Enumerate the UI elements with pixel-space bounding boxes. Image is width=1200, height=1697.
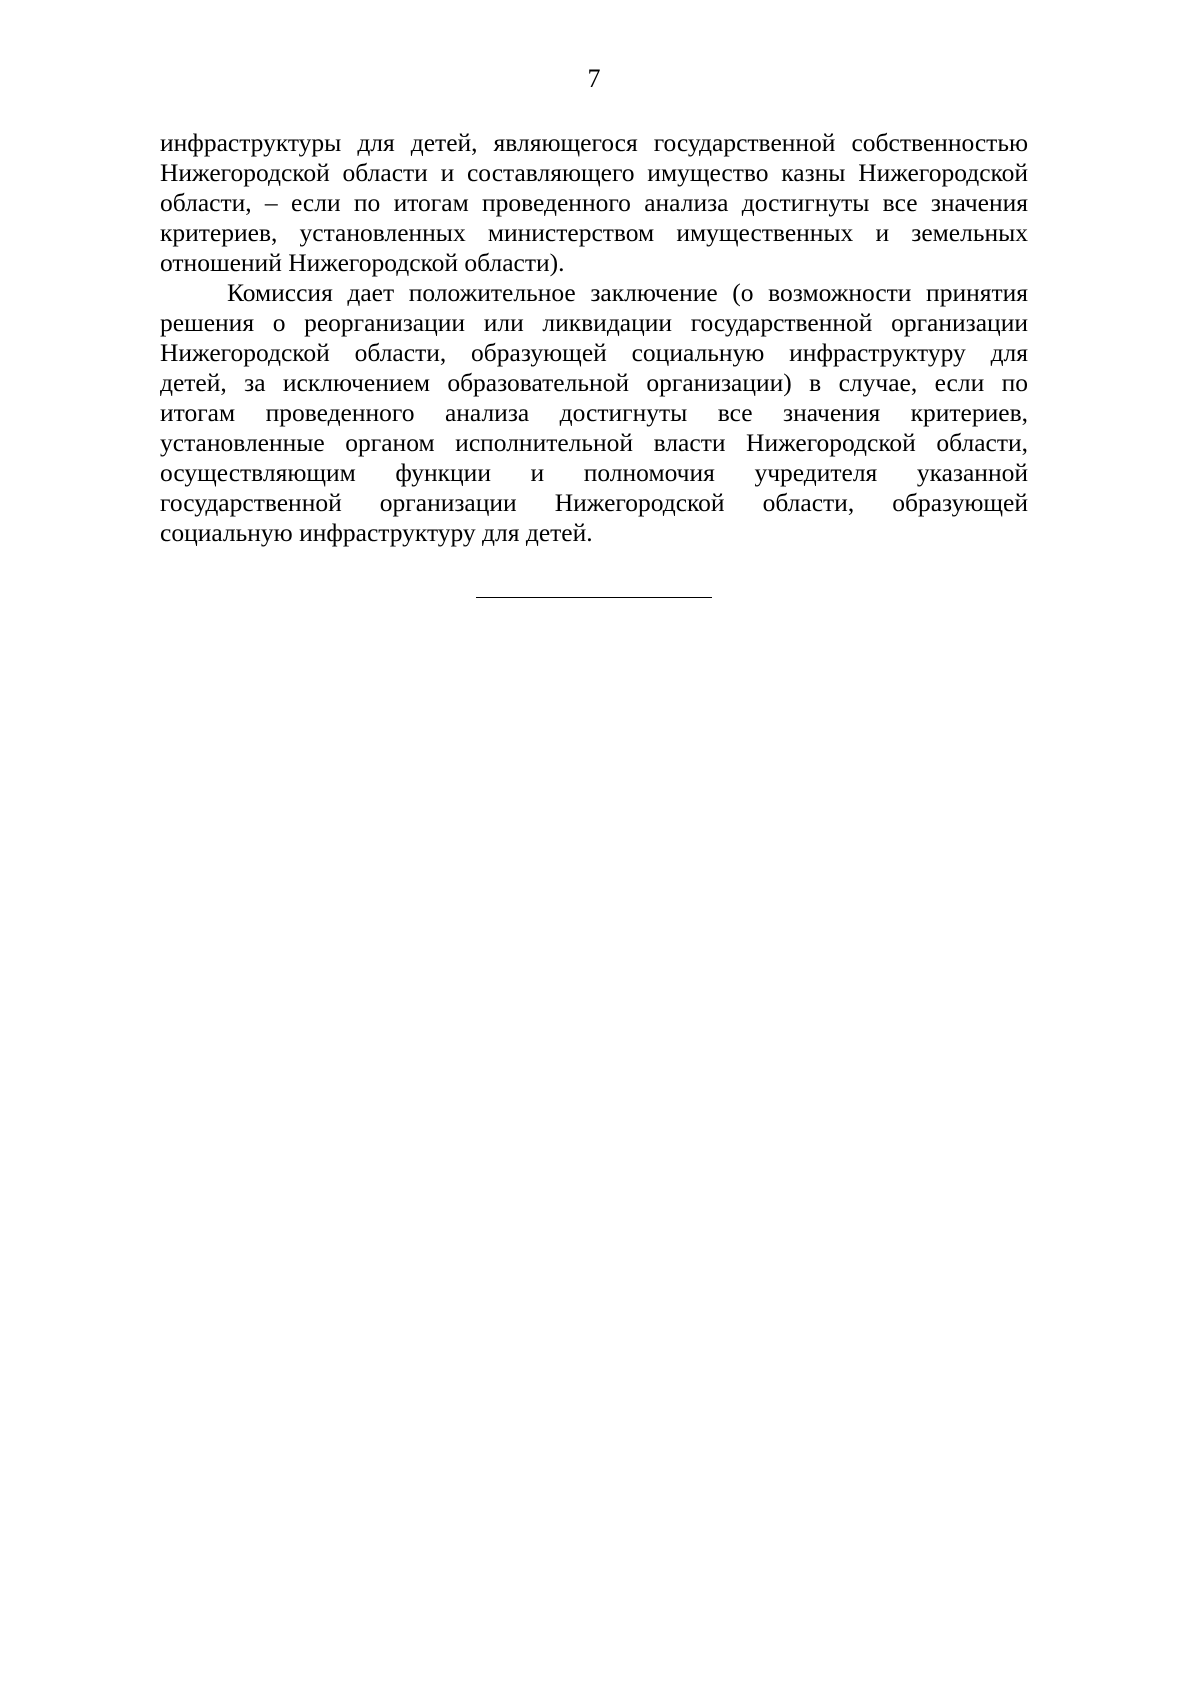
text-line: критериев, установленных министерством имущественных и земельных [160, 218, 1028, 247]
text-line: детей, за исключением образовательной организации) в случае, если по [160, 368, 1028, 397]
page-number: 7 [587, 64, 601, 93]
document-body [160, 128, 1028, 548]
paragraph-commission [160, 278, 1028, 548]
paragraph-continuation [160, 128, 1028, 278]
text-line: решения о реорганизации или ликвидации государственной организации [160, 308, 1028, 337]
text-line: области, – если по итогам проведенного анализа достигнуты все значения [160, 188, 1028, 217]
text-line: инфраструктуры для детей, являющегося государственной собственностью [160, 128, 1028, 157]
end-divider-line [476, 597, 712, 598]
text-line: Нижегородской области и составляющего имущество казны Нижегородской [160, 158, 1028, 187]
text-line: итогам проведенного анализа достигнуты все значения критериев, [160, 398, 1028, 427]
text-line: осуществляющим функции и полномочия учредителя указанной [160, 458, 1028, 487]
text-line: социальную инфраструктуру для детей. [160, 518, 593, 547]
text-line: установленные органом исполнительной власти Нижегородской области, [160, 428, 1028, 457]
text-line: Комиссия дает положительное заключение (о возможности принятия [227, 278, 1028, 307]
text-line: отношений Нижегородской области). [160, 248, 565, 277]
text-line: государственной организации Нижегородской области, образующей [160, 488, 1028, 517]
text-line: Нижегородской области, образующей социальную инфраструктуру для [160, 338, 1028, 367]
